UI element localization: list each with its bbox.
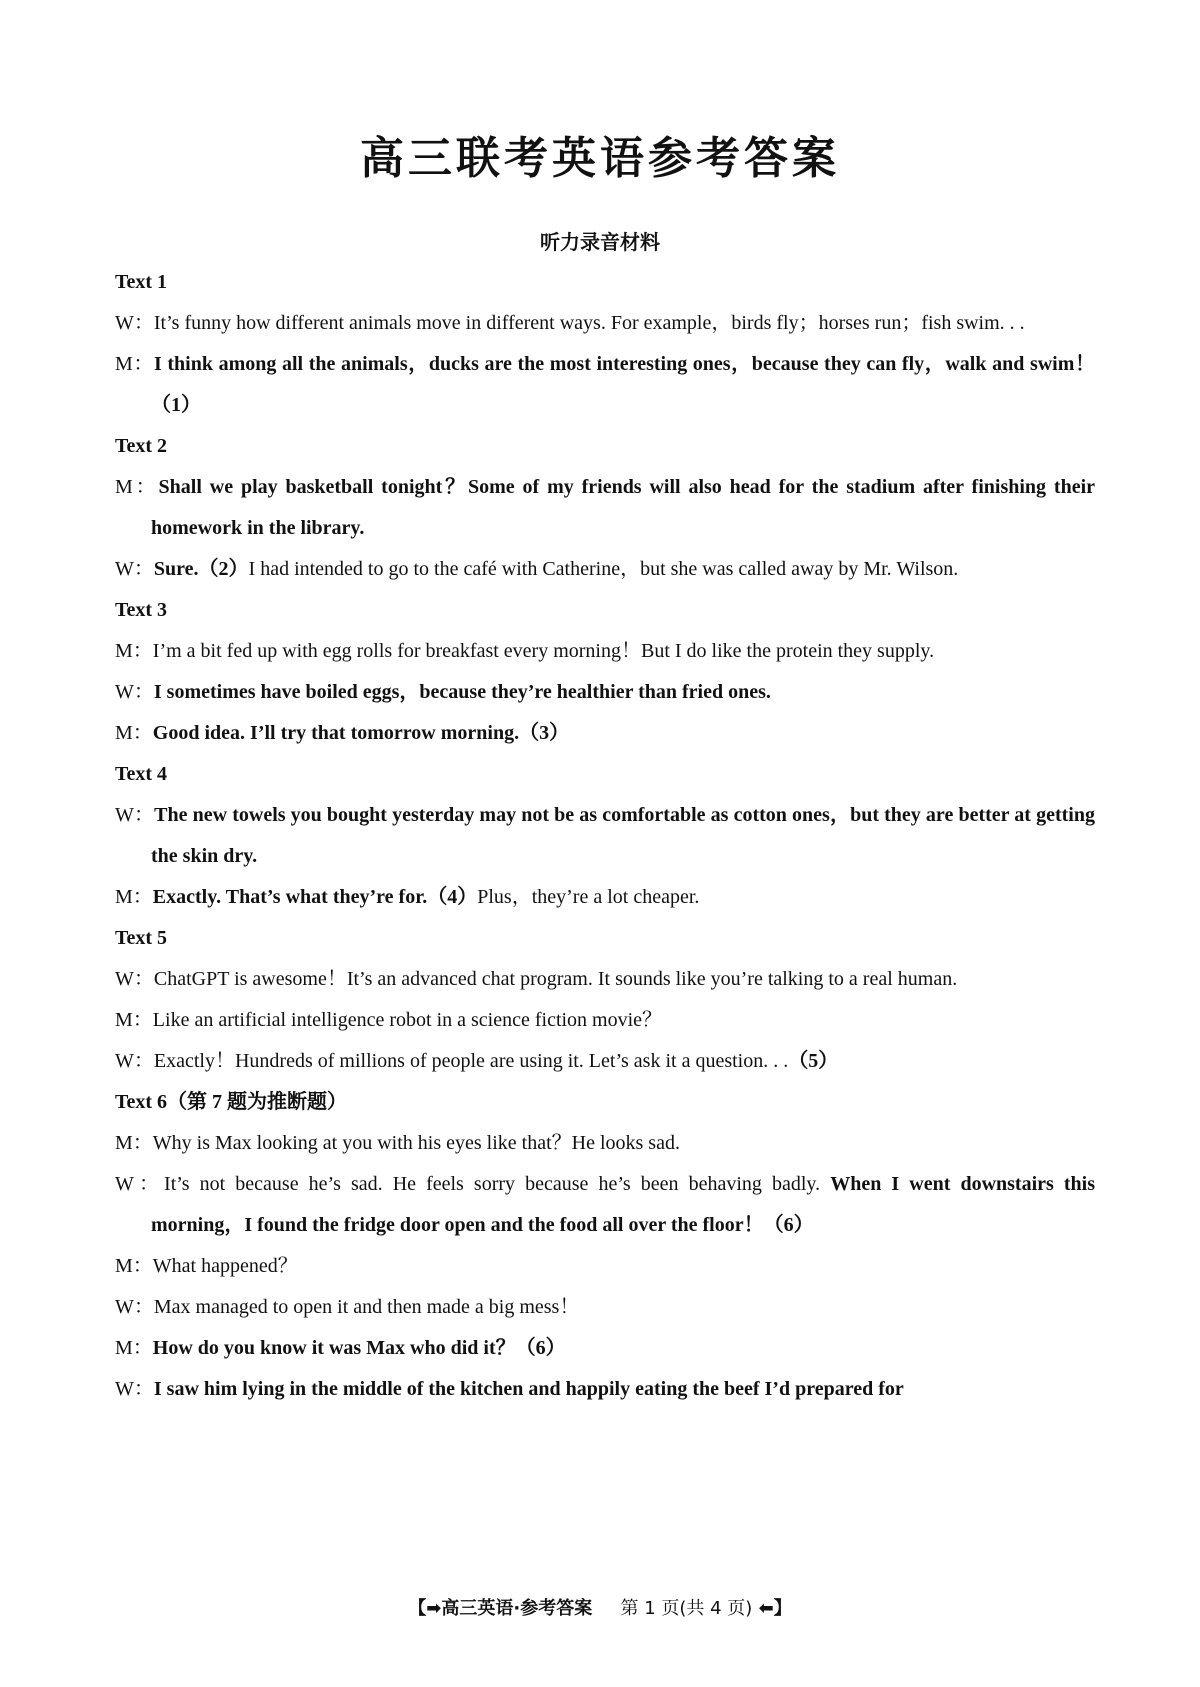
answer-evidence-text: The new towels you bought yesterday may not be as comfortable as cotton ones，but they are better at getting the skin dry. bbox=[151, 804, 1095, 867]
dialogue-line bbox=[115, 1041, 1095, 1082]
dialogue-line bbox=[115, 1164, 1095, 1246]
dialogue-text: Why is Max looking at you with his eyes like that？He looks sad. bbox=[152, 1132, 680, 1154]
answer-evidence-text: I sometimes have boiled eggs，because they’re healthier than fried ones. bbox=[153, 681, 771, 703]
answer-evidence-text: Shall we play basketball tonight？Some of my friends will also head for the stadium after finishing their homework in the library. bbox=[151, 476, 1095, 539]
text-heading: Text 5 bbox=[115, 927, 168, 949]
dialogue-line bbox=[115, 713, 1095, 754]
answer-evidence-text: Exactly. That’s what they’re for.（4） bbox=[152, 886, 478, 908]
speaker-label: W： bbox=[115, 312, 154, 334]
dialogue-line bbox=[115, 1246, 1095, 1287]
speaker-label: W： bbox=[115, 804, 155, 826]
speaker-label: W： bbox=[115, 558, 154, 580]
speaker-label: W： bbox=[115, 1173, 165, 1195]
speaker-label: M： bbox=[115, 1255, 153, 1277]
answer-evidence-text: （5） bbox=[788, 1050, 839, 1072]
dialogue-text: Like an artificial intelligence robot in a science fiction movie？ bbox=[152, 1009, 663, 1031]
dialogue-line bbox=[115, 303, 1095, 344]
speaker-label: M： bbox=[115, 1132, 153, 1154]
dialogue-line bbox=[115, 631, 1095, 672]
dialogue-line bbox=[115, 672, 1095, 713]
dialogue-text: It’s funny how different animals move in different ways. For example，birds fly；horses run；fish swim. . . bbox=[153, 312, 1025, 334]
page-title: 高三联考英语参考答案 bbox=[360, 133, 840, 184]
answer-evidence-text: Sure.（2） bbox=[153, 558, 249, 580]
speaker-label: M： bbox=[115, 886, 153, 908]
section-subtitle: 听力录音材料 bbox=[540, 230, 660, 254]
dialogue-text: I’m a bit fed up with egg rolls for breakfast every morning！But I do like the protein they supply. bbox=[152, 640, 935, 662]
page-footer bbox=[0, 1594, 1200, 1620]
dialogue-line bbox=[115, 467, 1095, 549]
speaker-label: M： bbox=[115, 353, 154, 375]
answer-evidence-text: I saw him lying in the middle of the kitchen and happily eating the beef I’d prepared for bbox=[153, 1378, 904, 1400]
speaker-label: W： bbox=[115, 681, 154, 703]
dialogue-line bbox=[115, 795, 1095, 877]
dialogue-text: Max managed to open it and then made a big mess！ bbox=[153, 1296, 580, 1318]
speaker-label: M： bbox=[115, 1009, 153, 1031]
dialogue-line bbox=[115, 877, 1095, 918]
dialogue-line bbox=[115, 1287, 1095, 1328]
text-heading: Text 4 bbox=[115, 763, 168, 785]
dialogue-line bbox=[115, 1328, 1095, 1369]
dialogue-line bbox=[115, 344, 1095, 426]
dialogue-line bbox=[115, 1123, 1095, 1164]
answer-evidence-text: How do you know it was Max who did it？（6） bbox=[152, 1337, 566, 1359]
text-heading: Text 3 bbox=[115, 599, 168, 621]
answer-evidence-text: When I went downstairs this morning，I found the fridge door open and the food all over the floor！（6） bbox=[151, 1173, 1095, 1236]
speaker-label: W： bbox=[115, 968, 154, 990]
dialogue-text: It’s not because he’s sad. He feels sorry because he’s been behaving badly. bbox=[164, 1173, 831, 1195]
speaker-label: M： bbox=[115, 1337, 153, 1359]
dialogue-text: Plus，they’re a lot cheaper. bbox=[477, 886, 700, 908]
transcript-body bbox=[115, 262, 1095, 1410]
answer-evidence-text: Good idea. I’ll try that tomorrow morning.（3） bbox=[152, 722, 570, 744]
footer-page-number: 第 1 页(共 4 页) bbox=[620, 1598, 753, 1619]
text-heading: Text 1 bbox=[115, 271, 168, 293]
answer-evidence-text: I think among all the animals，ducks are the most interesting ones，because they can fly，walk and swim！（1） bbox=[151, 353, 1095, 416]
speaker-label: M： bbox=[115, 640, 153, 662]
dialogue-line bbox=[115, 1000, 1095, 1041]
dialogue-line bbox=[115, 959, 1095, 1000]
speaker-label: M： bbox=[115, 476, 159, 498]
dialogue-text: What happened？ bbox=[152, 1255, 298, 1277]
text-heading: Text 2 bbox=[115, 435, 168, 457]
dialogue-text: I had intended to go to the café with Catherine，but she was called away by Mr. Wilson. bbox=[248, 558, 959, 580]
speaker-label: M： bbox=[115, 722, 153, 744]
dialogue-line bbox=[115, 1369, 1095, 1410]
text-heading: Text 6（第 7 题为推断题） bbox=[115, 1091, 348, 1113]
footer-label: 【➡高三英语·参考答案 bbox=[408, 1598, 593, 1619]
speaker-label: W： bbox=[115, 1296, 154, 1318]
dialogue-text: Exactly！Hundreds of millions of people are using it. Let’s ask it a question. . . bbox=[153, 1050, 789, 1072]
dialogue-text: ChatGPT is awesome！It’s an advanced chat program. It sounds like you’re talking to a real human. bbox=[153, 968, 958, 990]
dialogue-line bbox=[115, 549, 1095, 590]
footer-end-mark: ⬅】 bbox=[758, 1598, 792, 1619]
speaker-label: W： bbox=[115, 1378, 154, 1400]
speaker-label: W： bbox=[115, 1050, 154, 1072]
